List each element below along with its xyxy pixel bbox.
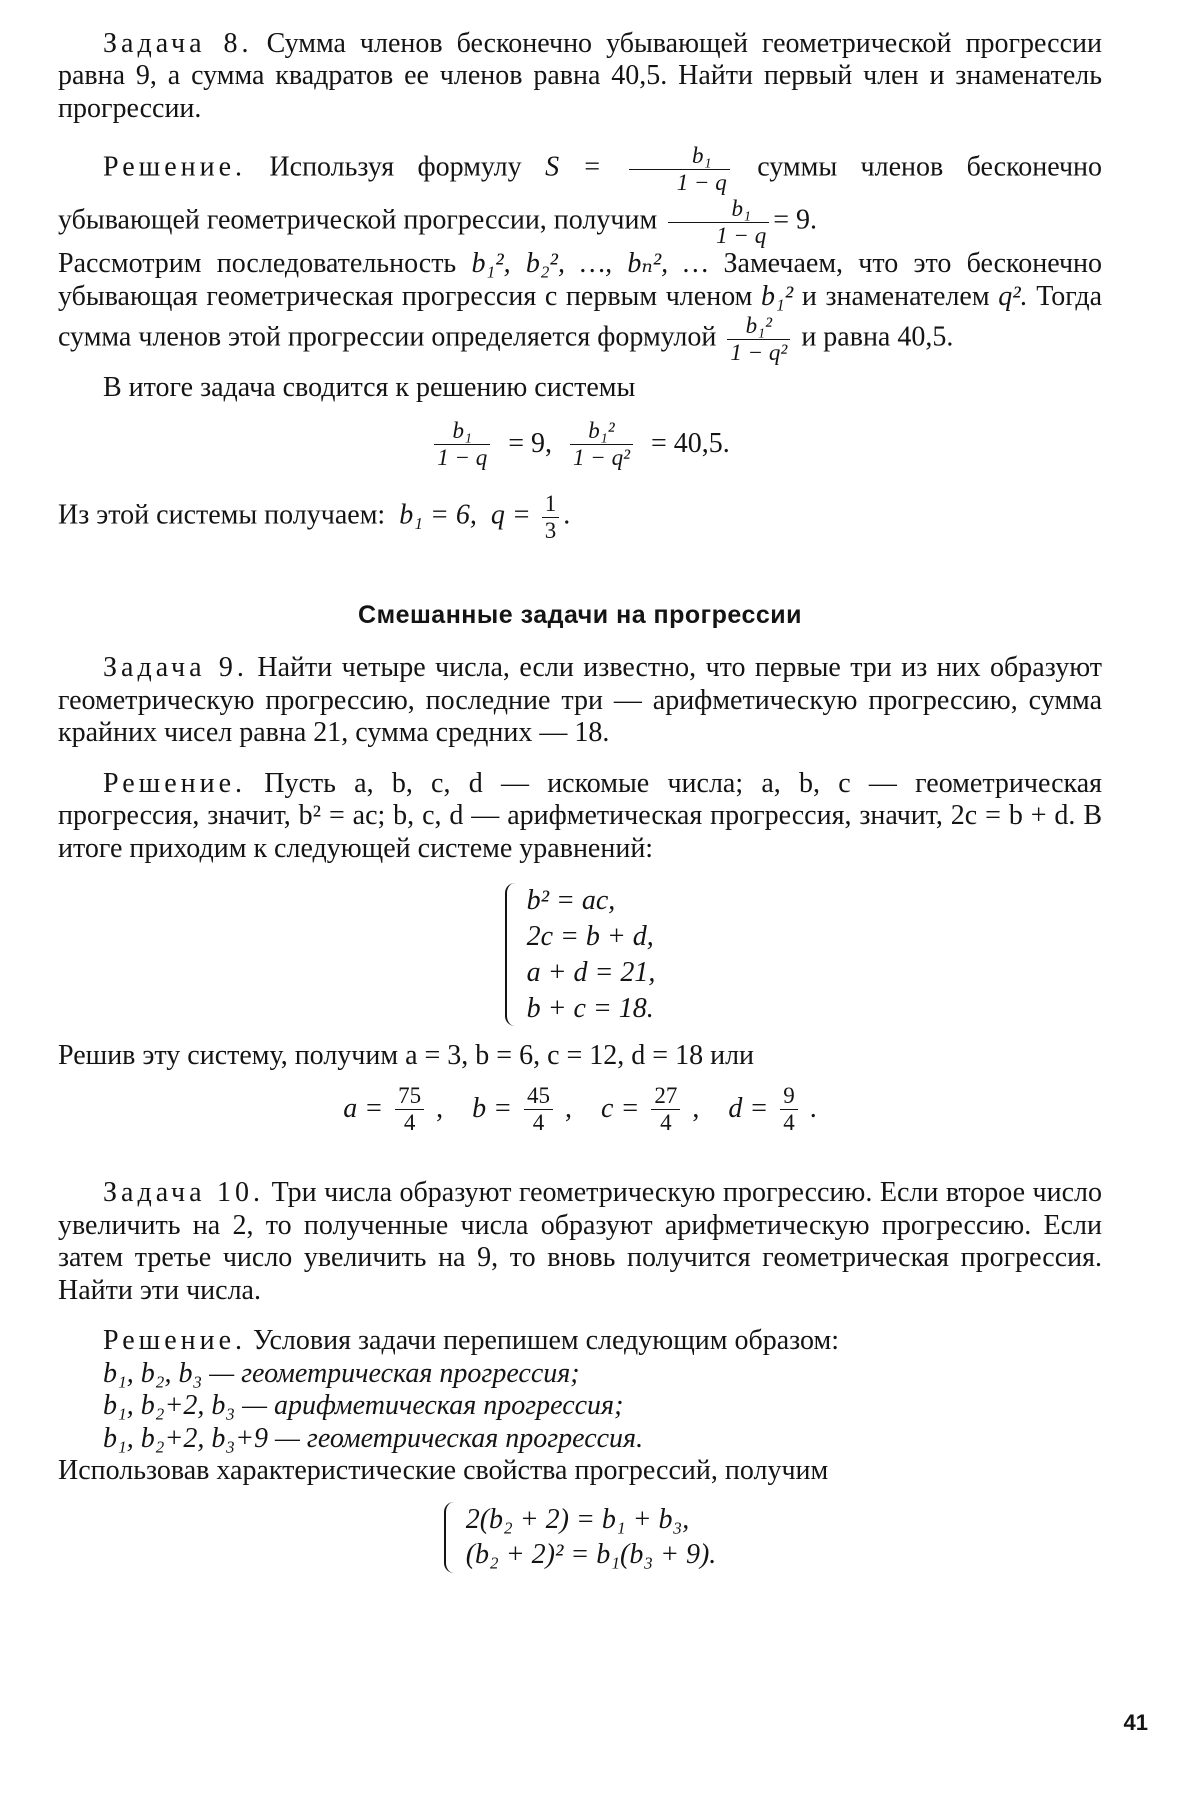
solution-8-text: и знаменателем <box>801 280 990 312</box>
formula-s: S = <box>545 152 602 184</box>
fraction-eq-2 <box>570 418 633 471</box>
solution-10 <box>58 1325 1102 1357</box>
result-b1: b₁ = 6, <box>399 499 477 531</box>
fraction-denominator: 4 <box>660 1109 672 1135</box>
system-line: a + d = 21, <box>526 956 656 988</box>
solution-8-text: Рассмотрим последовательность <box>58 248 457 280</box>
fraction-denominator: 3 <box>544 517 557 543</box>
fraction-b <box>524 1083 553 1136</box>
system-line: 2c = b + d, <box>526 920 654 952</box>
system-lines <box>466 1502 717 1574</box>
system-line: b² = ac, <box>526 885 616 917</box>
left-brace <box>444 1502 456 1574</box>
solution-8-text: суммы членов бесконечно убывающей геометрической прогрессии, получим <box>58 152 1103 236</box>
solution-8-p1 <box>58 143 1102 248</box>
fraction-d <box>780 1083 798 1136</box>
left-brace <box>505 883 517 1026</box>
solution-9 <box>58 768 1102 865</box>
fraction-denominator: 4 <box>403 1109 416 1135</box>
problem-9-label: Задача 9. <box>103 652 248 684</box>
section-heading: Смешанные задачи на прогрессии <box>358 601 802 630</box>
fraction-denominator: 4 <box>783 1109 795 1135</box>
system-line: (b₂ + 2)² = b₁(b₃ + 9). <box>465 1539 717 1571</box>
fraction-numerator: b₁ <box>629 143 730 170</box>
system-line: 2(b₂ + 2) = b₁ + b₃, <box>465 1503 690 1535</box>
fraction-numerator: b₁² <box>570 418 633 445</box>
fraction-denominator: 1 − q <box>437 445 488 471</box>
solution-8-label: Решение. <box>103 152 247 184</box>
fraction-numerator: b₁ <box>668 196 769 223</box>
formula-b1-squared: b₁² <box>761 280 794 312</box>
fraction-numerator: 27 <box>651 1083 680 1110</box>
page-number: 41 <box>1123 1710 1148 1736</box>
fraction-numerator: 45 <box>524 1083 553 1110</box>
problem-10-label: Задача 10. <box>103 1177 265 1209</box>
fraction-denominator: 1 − q <box>676 170 727 196</box>
fraction-one-third <box>542 491 560 544</box>
solution-8-p3 <box>58 372 1102 404</box>
solution-8-text: Замечаем, что это бесконечно убывающая геометрическая прогрессия с первым членом <box>58 248 1103 312</box>
fraction-numerator: 75 <box>395 1083 424 1110</box>
var-b: b = <box>472 1092 513 1124</box>
solution-9-label: Решение. <box>103 767 247 799</box>
fraction-denominator: 4 <box>532 1109 545 1135</box>
fraction-numerator: 9 <box>780 1083 798 1110</box>
problem-8 <box>58 28 1102 125</box>
equation-text: = 9. <box>773 204 817 236</box>
fraction-denominator: 1 − q <box>716 222 767 248</box>
system-line: b + c = 18. <box>526 992 654 1024</box>
solution-8-text: и равна 40,5. <box>801 322 954 354</box>
fraction-numerator: b₁ <box>434 418 490 445</box>
system-10 <box>58 1502 1102 1574</box>
solution-8-text: Тогда сумма членов этой прогрессии определяется формулой <box>58 280 1103 354</box>
fraction-squares-formula <box>727 313 790 366</box>
formula-q-squared: q². <box>998 280 1028 312</box>
brace-system <box>505 883 656 1026</box>
problem-9-text: Найти четыре числа, если известно, что первые три из них образуют геометрическую прогрессию, последние три — арифметическую прогрессию, сумма крайних чисел равна 21, сумма средних — 18. <box>58 652 1102 749</box>
fraction-c <box>651 1083 680 1136</box>
system-9 <box>58 883 1102 1026</box>
solution-8-text: Используя формулу <box>269 152 522 184</box>
condition-line: b₁, b₂+2, b₃+9 — геометрическая прогрессия. <box>103 1422 644 1454</box>
system-8 <box>58 418 1102 471</box>
problem-8-text: Сумма членов бесконечно убывающей геометрической прогрессии равна 9, а сумма квадратов ее членов равна 40,5. Найти первый член и знаменатель прогрессии. <box>58 28 1102 124</box>
solution-8-text: Из этой системы получаем: <box>58 499 386 531</box>
problem-8-label: Задача 8. <box>103 28 253 59</box>
condition-line: b₁, b₂+2, b₃ — арифметическая прогрессия; <box>103 1390 624 1422</box>
var-d: d = <box>728 1092 769 1124</box>
fraction-sum-formula <box>629 143 730 196</box>
problem-10 <box>58 1177 1102 1307</box>
solution-10-text: Условия задачи перепишем следующим образом: <box>253 1325 840 1357</box>
solution-8-text: В итоге задача сводится к решению системы <box>103 371 636 403</box>
solution-9-text: Решив эту систему, получим a = 3, b = 6, c = 12, d = 18 или <box>58 1040 755 1072</box>
fraction-sum-formula-2 <box>668 196 769 249</box>
condition-line: b₁, b₂, b₃ — геометрическая прогрессия; <box>103 1357 580 1389</box>
solution-8-p2 <box>58 248 1102 365</box>
equation-text: = 9, <box>508 428 553 460</box>
fraction-numerator: 1 <box>542 491 560 518</box>
equation-text: = 40,5. <box>650 428 730 460</box>
solution-10-text: Использовав характеристические свойства прогрессий, получим <box>58 1455 829 1487</box>
fraction-denominator: 1 − q² <box>730 340 788 366</box>
period: . <box>563 499 571 531</box>
solution-10-label: Решение. <box>103 1325 247 1357</box>
solution-9-result <box>58 1040 1102 1072</box>
fraction-numerator: b₁² <box>727 313 790 340</box>
problem-9 <box>58 652 1102 749</box>
sequence-formula: b₁², b₂², …, bₙ², … <box>471 248 709 280</box>
var-a: a = <box>343 1092 384 1124</box>
system-lines <box>527 883 656 1026</box>
fraction-eq-1 <box>434 418 490 471</box>
fraction-denominator: 1 − q² <box>573 445 630 471</box>
page-content <box>58 28 1102 1573</box>
problem-10-text: Три числа образуют геометрическую прогрессию. Если второе число увеличить на 2, то полученные числа образуют арифметическую прогрессию. Если затем третье число увеличить на 9, то вновь получится геометрическая прогрессия. Найти эти числа. <box>58 1177 1103 1306</box>
solution-8-result <box>58 491 1102 544</box>
solution-9-text: Пусть a, b, c, d — искомые числа; a, b, c — геометрическая прогрессия, значит, b² = ac; b, c, d — арифметическая прогрессия, значит, 2c = b + d. В итоге приходим к следующей системе уравнений: <box>58 767 1103 864</box>
fraction-a <box>395 1083 424 1136</box>
brace-system <box>444 1502 717 1574</box>
solution-9-alt: a = $\frac{75}{4}$ , b = $\frac{45}{4}$ , c = $\frac{27}{4}$ , d = $\frac{9}{4}$ . <box>343 1082 817 1135</box>
result-q: q = <box>490 499 531 531</box>
var-c: c = <box>601 1092 640 1124</box>
